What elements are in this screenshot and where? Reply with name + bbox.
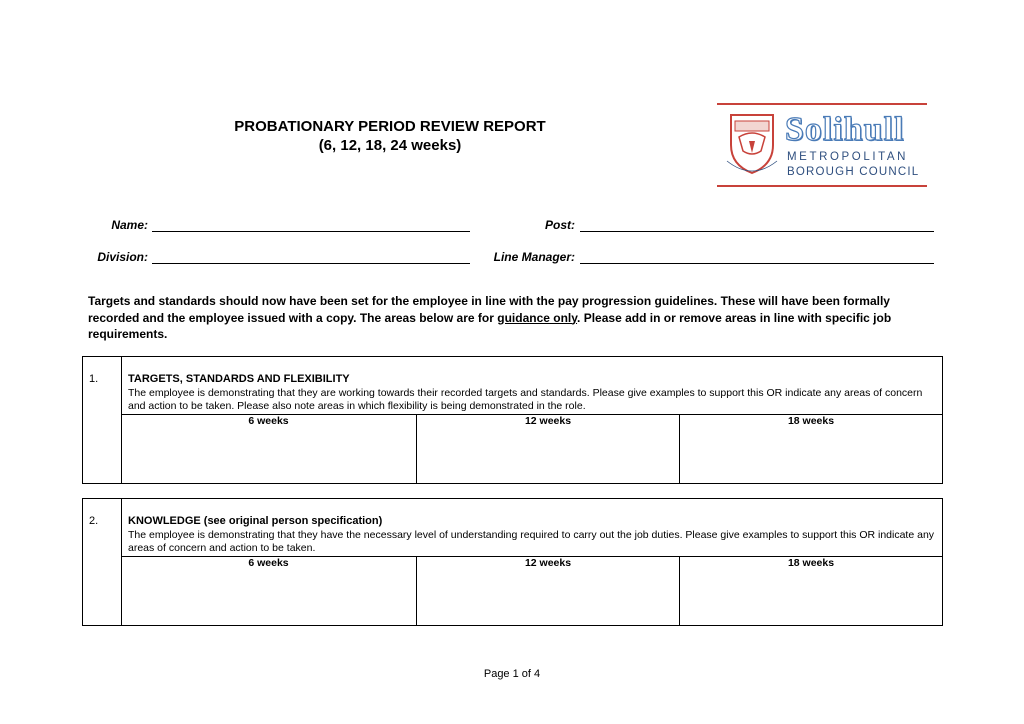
- division-label: Division:: [97, 250, 148, 264]
- section-number: 2.: [89, 515, 99, 527]
- intro-guidance-emphasis: guidance only: [497, 310, 578, 325]
- line-manager-field[interactable]: [580, 263, 934, 264]
- council-logo: [717, 103, 927, 187]
- intro-text-start: Targets and standards should now have been set for the employee in line with the pay progression guidelines. These will have been formally recorded and the employee issued with a copy. The areas below are for: [88, 294, 890, 325]
- post-field[interactable]: [580, 231, 934, 232]
- name-field[interactable]: [152, 231, 470, 232]
- name-label: Name:: [111, 218, 148, 232]
- column-header: 12 weeks: [524, 415, 572, 427]
- section-description: The employee is demonstrating that they are working towards their recorded targets and standards. Please give examples to support this OR indicate any areas of concern and action to be taken. Please also note areas in which flexibility is being demonstrated in the role.: [128, 387, 923, 412]
- section-heading: KNOWLEDGE (see original person specification): [128, 515, 383, 527]
- column-header: 18 weeks: [787, 415, 835, 427]
- section-number: 1.: [89, 373, 99, 385]
- intro-paragraph: [88, 293, 943, 343]
- column-12-weeks[interactable]: [417, 415, 680, 483]
- intro-text-end: . Please add in or remove areas in line with specific job requirements.: [88, 310, 892, 341]
- section-description: The employee is demonstrating that they have the necessary level of understanding required to carry out the job duties. Please give examples to support this OR indicate any areas of concern and action to be taken.: [128, 529, 935, 554]
- column-header: 6 weeks: [248, 415, 289, 427]
- line-manager-label: Line Manager:: [493, 250, 575, 264]
- council-crest-icon: [725, 111, 779, 177]
- logo-bottom-rule: [717, 185, 927, 187]
- page-subtitle: (6, 12, 18, 24 weeks): [318, 137, 462, 154]
- column-12-weeks[interactable]: [417, 557, 680, 625]
- page-title: PROBATIONARY PERIOD REVIEW REPORT: [234, 118, 546, 135]
- logo-line-metropolitan: METROPOLITAN: [787, 151, 909, 163]
- column-header: 12 weeks: [524, 557, 572, 569]
- column-18-weeks[interactable]: [680, 557, 942, 625]
- logo-top-rule: [717, 103, 927, 105]
- logo-wordmark: Solihull: [785, 111, 905, 148]
- column-6-weeks[interactable]: [121, 557, 417, 625]
- section-knowledge: [82, 498, 943, 626]
- column-6-weeks[interactable]: [121, 415, 417, 483]
- column-18-weeks[interactable]: [680, 415, 942, 483]
- section-heading: TARGETS, STANDARDS AND FLEXIBILITY: [128, 373, 350, 385]
- column-header: 6 weeks: [248, 557, 289, 569]
- section-targets: [82, 356, 943, 484]
- division-field[interactable]: [152, 263, 470, 264]
- review-columns: [121, 556, 942, 625]
- column-header: 18 weeks: [787, 557, 835, 569]
- logo-line-borough-council: BOROUGH COUNCIL: [787, 166, 920, 178]
- review-columns: [121, 414, 942, 483]
- page-number: Page 1 of 4: [483, 668, 541, 680]
- post-label: Post:: [545, 218, 575, 232]
